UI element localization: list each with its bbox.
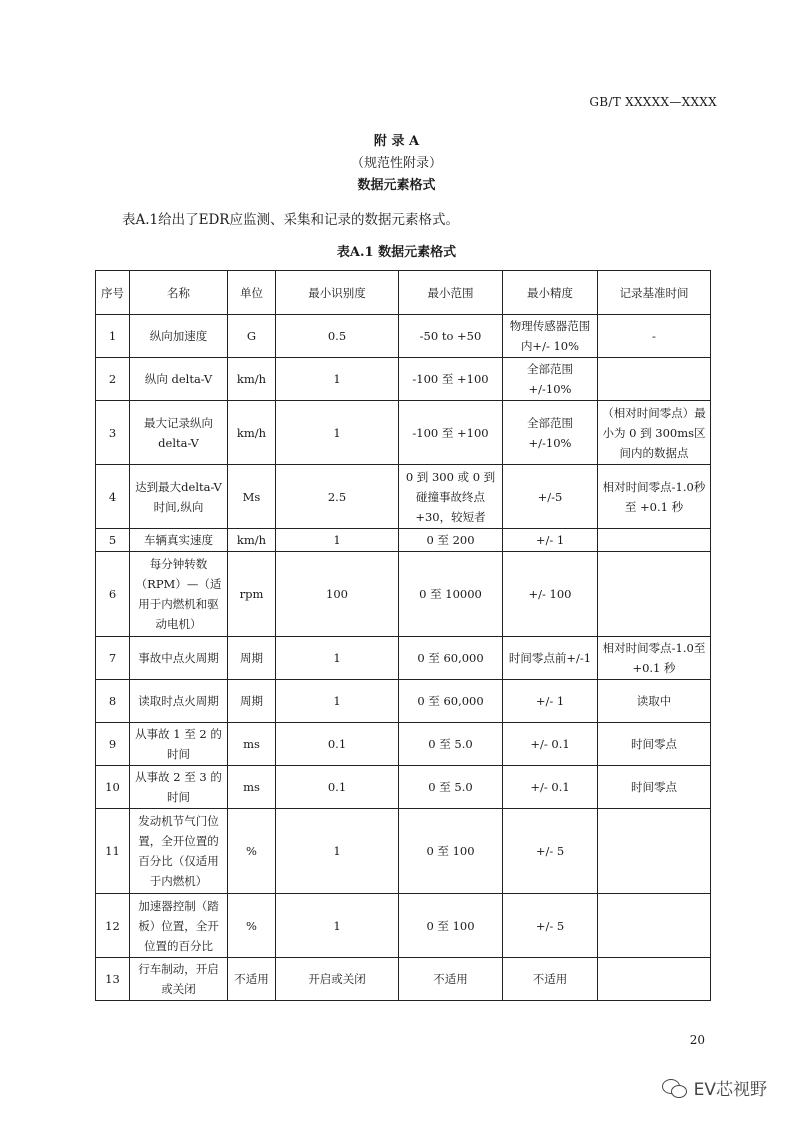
cell-min-accuracy: +/- 1 [503,529,598,552]
cell-index: 11 [96,809,130,894]
table-row [96,766,711,809]
cell-min-resolution: 1 [276,680,399,723]
cell-index: 5 [96,529,130,552]
cell-reference-time: 相对时间零点-1.0秒至 +0.1 秒 [598,465,711,529]
data-element-table [95,270,711,1001]
cell-name: 纵向加速度 [130,315,228,358]
cell-min-resolution: 0.1 [276,723,399,766]
cell-min-range: 不适用 [399,958,503,1001]
cell-min-range: 0 至 10000 [399,552,503,637]
cell-min-range: 0 至 100 [399,894,503,958]
cell-index: 7 [96,637,130,680]
cell-name: 行车制动，开启或关闭 [130,958,228,1001]
standard-code: GB/T XXXXX—XXXX [589,95,717,109]
cell-reference-time: 时间零点 [598,723,711,766]
col-header-min-accuracy: 最小精度 [503,271,598,315]
col-header-name: 名称 [130,271,228,315]
cell-unit: ms [228,766,276,809]
cell-min-resolution: 1 [276,809,399,894]
cell-min-resolution: 2.5 [276,465,399,529]
table-row [96,401,711,465]
intro-text: 表A.1给出了EDR应监测、采集和记录的数据元素格式。 [122,212,459,228]
cell-unit: rpm [228,552,276,637]
cell-min-range: 0 到 300 或 0 到碰撞事故终点+30，较短者 [399,465,503,529]
cell-min-resolution: 1 [276,637,399,680]
cell-min-resolution: 开启或关闭 [276,958,399,1001]
cell-min-resolution: 100 [276,552,399,637]
cell-min-resolution: 0.5 [276,315,399,358]
cell-reference-time [598,358,711,401]
appendix-subject: 数据元素格式 [357,178,436,193]
cell-name: 达到最大delta-V 时间,纵向 [130,465,228,529]
cell-unit: km/h [228,401,276,465]
col-header-min-resolution: 最小识别度 [276,271,399,315]
cell-index: 3 [96,401,130,465]
col-header-reference-time: 记录基准时间 [598,271,711,315]
table-row [96,465,711,529]
cell-reference-time: 相对时间零点-1.0至 +0.1 秒 [598,637,711,680]
cell-reference-time: 读取中 [598,680,711,723]
cell-min-accuracy: +/- 0.1 [503,766,598,809]
cell-name: 发动机节气门位置，全开位置的百分比（仅适用于内燃机） [130,809,228,894]
cell-index: 1 [96,315,130,358]
cell-unit: 周期 [228,637,276,680]
cell-unit: 不适用 [228,958,276,1001]
cell-reference-time [598,958,711,1001]
cell-name: 每分钟转数（RPM）—（适用于内燃机和驱动电机） [130,552,228,637]
cell-name: 纵向 delta-V [130,358,228,401]
col-header-min-range: 最小范围 [399,271,503,315]
cell-name: 从事故 2 至 3 的时间 [130,766,228,809]
cell-min-accuracy: 不适用 [503,958,598,1001]
cell-min-range: 0 至 5.0 [399,766,503,809]
cell-min-accuracy: +/- 100 [503,552,598,637]
cell-index: 4 [96,465,130,529]
appendix-type: （规范性附录） [350,156,442,171]
cell-min-accuracy: 全部范围+/-10% [503,401,598,465]
cell-index: 9 [96,723,130,766]
cell-min-resolution: 1 [276,401,399,465]
cell-reference-time [598,529,711,552]
cell-name: 车辆真实速度 [130,529,228,552]
cell-name: 最大记录纵向delta-V [130,401,228,465]
table-row [96,529,711,552]
col-header-index: 序号 [96,271,130,315]
table-row [96,958,711,1001]
cell-min-range: 0 至 100 [399,809,503,894]
wechat-icon [662,1078,688,1098]
cell-reference-time: - [598,315,711,358]
table-row [96,809,711,894]
cell-unit: G [228,315,276,358]
cell-min-resolution: 0.1 [276,766,399,809]
cell-reference-time [598,894,711,958]
table-row [96,723,711,766]
cell-index: 2 [96,358,130,401]
cell-unit: % [228,894,276,958]
table-header-row [96,271,711,315]
cell-min-accuracy: +/- 5 [503,894,598,958]
col-header-unit: 单位 [228,271,276,315]
cell-index: 12 [96,894,130,958]
cell-name: 加速器控制（踏板）位置，全开位置的百分比 [130,894,228,958]
table-row [96,315,711,358]
cell-min-range: -100 至 +100 [399,358,503,401]
cell-reference-time [598,552,711,637]
cell-min-range: 0 至 200 [399,529,503,552]
cell-min-range: 0 至 60,000 [399,637,503,680]
cell-unit: km/h [228,358,276,401]
table-row [96,894,711,958]
cell-index: 6 [96,552,130,637]
cell-min-range: 0 至 5.0 [399,723,503,766]
cell-reference-time: 时间零点 [598,766,711,809]
cell-min-accuracy: +/-5 [503,465,598,529]
cell-index: 13 [96,958,130,1001]
cell-index: 8 [96,680,130,723]
cell-min-accuracy: +/- 0.1 [503,723,598,766]
cell-unit: % [228,809,276,894]
cell-unit: ms [228,723,276,766]
cell-name: 读取时点火周期 [130,680,228,723]
watermark [662,1075,767,1100]
watermark-text: EV芯视野 [693,1080,767,1100]
table-row [96,358,711,401]
cell-unit: Ms [228,465,276,529]
appendix-title: 附 录 A [373,134,420,149]
cell-unit: km/h [228,529,276,552]
page-number: 20 [689,1033,705,1047]
cell-unit: 周期 [228,680,276,723]
cell-min-range: -50 to +50 [399,315,503,358]
cell-name: 从事故 1 至 2 的时间 [130,723,228,766]
cell-min-range: -100 至 +100 [399,401,503,465]
cell-index: 10 [96,766,130,809]
cell-reference-time: （相对时间零点）最小为 0 到 300ms区间内的数据点 [598,401,711,465]
table-row [96,680,711,723]
cell-min-accuracy: 时间零点前+/-1 [503,637,598,680]
cell-min-resolution: 1 [276,529,399,552]
cell-min-resolution: 1 [276,894,399,958]
table-row [96,637,711,680]
cell-min-accuracy: +/- 1 [503,680,598,723]
cell-min-accuracy: 全部范围+/-10% [503,358,598,401]
cell-name: 事故中点火周期 [130,637,228,680]
cell-reference-time [598,809,711,894]
cell-min-resolution: 1 [276,358,399,401]
cell-min-accuracy: 物理传感器范围内+/- 10% [503,315,598,358]
cell-min-accuracy: +/- 5 [503,809,598,894]
table-caption: 表A.1 数据元素格式 [336,245,457,260]
cell-min-range: 0 至 60,000 [399,680,503,723]
table-row [96,552,711,637]
